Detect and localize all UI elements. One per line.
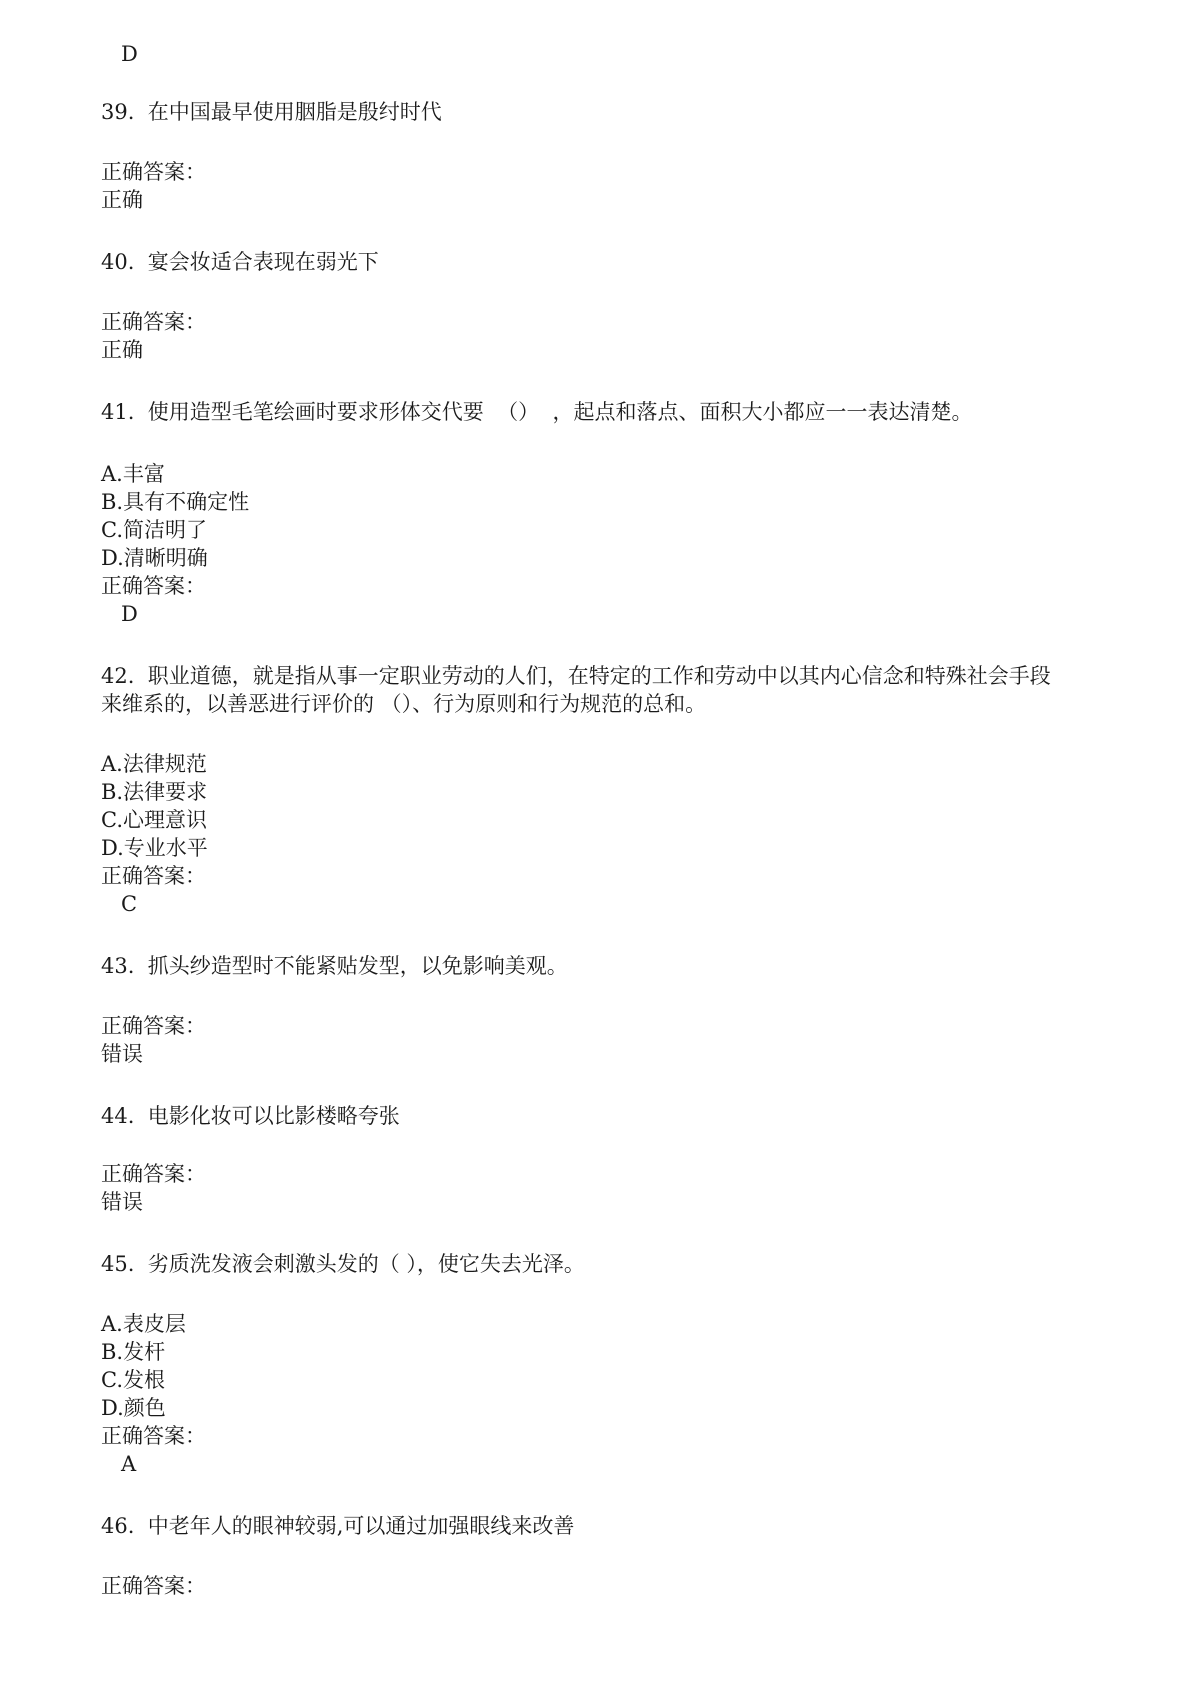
question-45-option-a: A.表皮层 bbox=[101, 1312, 186, 1336]
question-42-option-d: D.专业水平 bbox=[101, 836, 208, 860]
question-41-option-b: B.具有不确定性 bbox=[101, 490, 250, 514]
question-40-answer-label: 正确答案： bbox=[101, 310, 206, 334]
question-45-answer-label: 正确答案： bbox=[101, 1424, 206, 1448]
question-42-answer-label: 正确答案： bbox=[101, 864, 206, 888]
question-44-stem: 44. 电影化妆可以比影楼略夸张 bbox=[101, 1104, 400, 1128]
question-42-option-b: B.法律要求 bbox=[101, 780, 208, 804]
question-40-answer-value: 正确 bbox=[101, 338, 143, 362]
question-42-option-a: A.法律规范 bbox=[101, 752, 207, 776]
question-45-stem: 45. 劣质洗发液会刺激头发的（ ），使它失去光泽。 bbox=[101, 1252, 585, 1276]
question-46-answer-label: 正确答案： bbox=[101, 1574, 206, 1598]
question-41-option-a: A.丰富 bbox=[101, 462, 165, 486]
prev-answer-value: D bbox=[121, 42, 138, 66]
question-41-option-d: D.清晰明确 bbox=[101, 546, 208, 570]
question-40-stem: 40. 宴会妆适合表现在弱光下 bbox=[101, 250, 379, 274]
question-46-stem: 46. 中老年人的眼神较弱,可以通过加强眼线来改善 bbox=[101, 1514, 575, 1538]
question-42-answer-value: C bbox=[121, 892, 138, 916]
question-39-answer-label: 正确答案： bbox=[101, 160, 206, 184]
question-42-option-c: C.心理意识 bbox=[101, 808, 207, 832]
question-42-stem-line-2: 来维系的，以善恶进行评价的 （）、行为原则和行为规范的总和。 bbox=[101, 692, 707, 716]
question-41-option-c: C.简洁明了 bbox=[101, 518, 207, 542]
question-45-option-c: C.发根 bbox=[101, 1368, 165, 1392]
question-43-answer-label: 正确答案： bbox=[101, 1014, 206, 1038]
question-44-answer-label: 正确答案： bbox=[101, 1162, 206, 1186]
question-45-option-d: D.颜色 bbox=[101, 1396, 166, 1420]
question-39-answer-value: 正确 bbox=[101, 188, 143, 212]
question-43-answer-value: 错误 bbox=[101, 1042, 143, 1066]
question-41-stem: 41. 使用造型毛笔绘画时要求形体交代要 （） ，起点和落点、面积大小都应一一表达清楚。 bbox=[101, 400, 973, 424]
question-42-stem-line-1: 42. 职业道德，就是指从事一定职业劳动的人们，在特定的工作和劳动中以其内心信念和特殊社会手段 bbox=[101, 664, 1051, 688]
question-41-answer-value: D bbox=[121, 602, 138, 626]
question-44-answer-value: 错误 bbox=[101, 1190, 143, 1214]
question-45-option-b: B.发杆 bbox=[101, 1340, 166, 1364]
question-45-answer-value: A bbox=[121, 1452, 137, 1476]
question-43-stem: 43. 抓头纱造型时不能紧贴发型，以免影响美观。 bbox=[101, 954, 568, 978]
question-39-stem: 39. 在中国最早使用胭脂是殷纣时代 bbox=[101, 100, 442, 124]
question-41-answer-label: 正确答案： bbox=[101, 574, 206, 598]
